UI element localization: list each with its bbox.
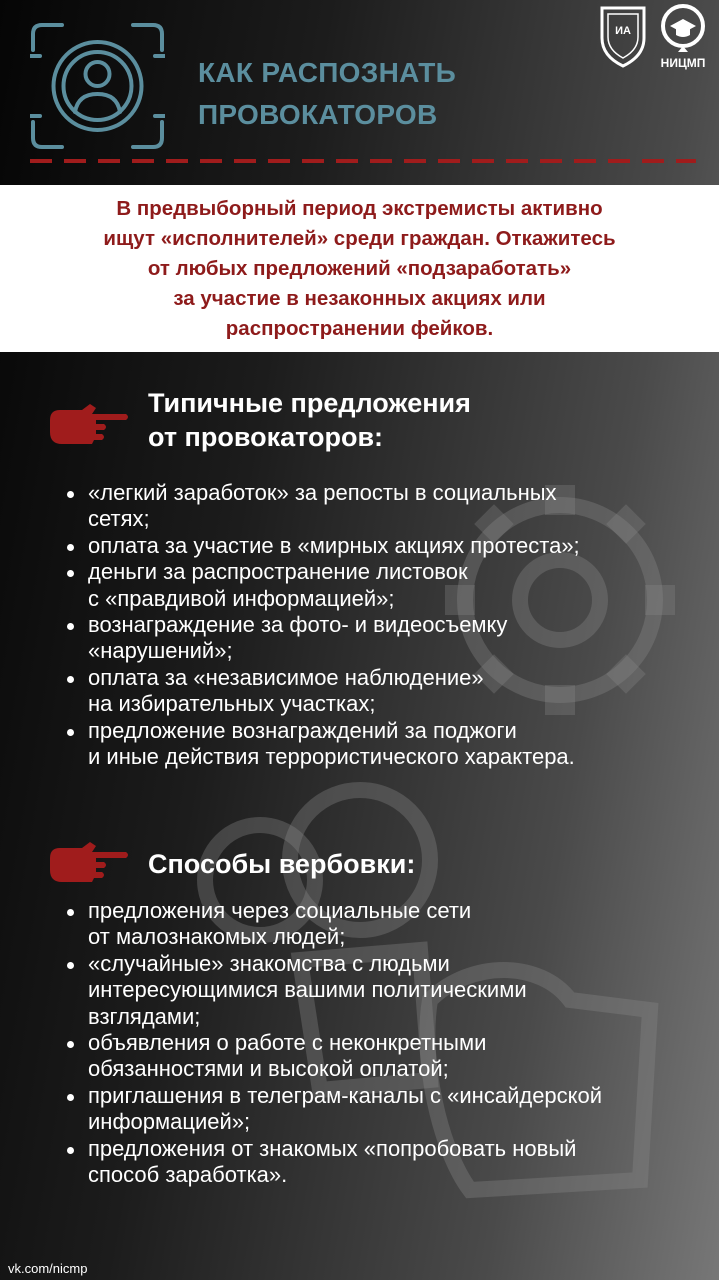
title-line-1: КАК РАСПОЗНАТЬ <box>198 57 457 88</box>
notice-line: за участие в незаконных акциях или <box>173 286 546 310</box>
brand-text: НИЦМП <box>660 56 706 70</box>
section-title-offers <box>148 386 471 454</box>
logos <box>598 4 716 70</box>
source-link[interactable]: vk.com/nicmp <box>8 1261 88 1276</box>
header <box>0 0 719 185</box>
header-divider <box>30 157 696 165</box>
list-item <box>64 1083 714 1136</box>
list-item <box>64 665 714 718</box>
list-item-line: объявления о работе с неконкретными <box>88 1030 487 1056</box>
pointing-hand-icon <box>48 840 130 886</box>
list-item-line: сетях; <box>88 506 150 532</box>
list-item-line: способ заработка». <box>88 1162 288 1188</box>
list-item-line: и иные действия террористического характера. <box>88 744 575 770</box>
offers-list <box>64 480 714 770</box>
graduation-cap-icon <box>663 6 703 52</box>
recruiting-list <box>64 898 714 1188</box>
list-item <box>64 533 714 559</box>
section-title-line: Способы вербовки: <box>148 849 416 879</box>
list-item <box>64 951 714 1030</box>
list-item-line: предложение вознаграждений за поджоги <box>88 717 517 743</box>
notice-line: ищут «исполнителей» среди граждан. Откажитесь <box>103 226 616 250</box>
list-item-line: информацией»; <box>88 1109 251 1135</box>
section-title-line: от провокаторов: <box>148 422 384 452</box>
list-item <box>64 612 714 665</box>
list-item-line: «случайные» знакомства с людьми <box>88 950 450 976</box>
list-item-line: оплата за участие в «мирных акциях протеста»; <box>88 532 580 558</box>
notice-line: В предвыборный период экстремисты активно <box>116 196 603 220</box>
list-item-line: взглядами; <box>88 1003 201 1029</box>
list-item-line: «нарушений»; <box>88 638 233 664</box>
list-item-line: обязанностями и высокой оплатой; <box>88 1056 449 1082</box>
emblem-text: ИА <box>615 25 631 37</box>
notice-line: от любых предложений «подзаработать» <box>147 256 572 280</box>
list-item-line: приглашения в телеграм-каналы с «инсайдерской <box>88 1082 603 1108</box>
section-title-recruiting <box>148 847 415 881</box>
list-item-line: предложения через социальные сети <box>88 898 472 923</box>
list-item-line: на избирательных участках; <box>88 691 376 717</box>
list-item <box>64 1136 714 1189</box>
list-item-line: «легкий заработок» за репосты в социальных <box>88 480 557 505</box>
list-item-line: вознаграждение за фото- и видеосъемку <box>88 612 508 638</box>
notice-text <box>103 194 615 344</box>
list-item-line: интересующимися вашими политическими <box>88 977 527 1003</box>
list-item <box>64 559 714 612</box>
notice-line: распространении фейков. <box>225 316 494 340</box>
shield-emblem-icon <box>602 8 644 66</box>
pointing-hand-icon <box>48 402 130 448</box>
page-title <box>198 52 456 136</box>
list-item <box>64 480 714 533</box>
section-title-line: Типичные предложения <box>148 388 471 418</box>
list-item-line: предложения от знакомых «попробовать новый <box>88 1135 577 1161</box>
notice-banner <box>0 185 719 352</box>
list-item <box>64 1030 714 1083</box>
face-scan-icon <box>30 22 165 150</box>
list-item-line: с «правдивой информацией»; <box>88 585 395 611</box>
list-item-line: деньги за распространение листовок <box>88 559 468 585</box>
list-item-line: оплата за «независимое наблюдение» <box>88 664 484 690</box>
list-item <box>64 718 714 771</box>
list-item-line: от малознакомых людей; <box>88 924 346 950</box>
list-item <box>64 898 714 951</box>
title-line-2: ПРОВОКАТОРОВ <box>198 99 438 130</box>
